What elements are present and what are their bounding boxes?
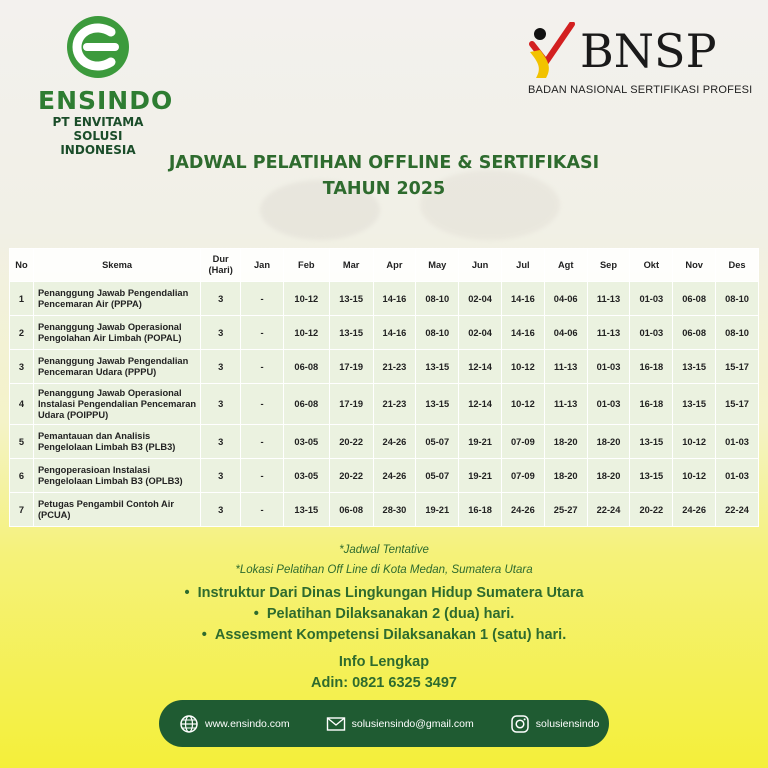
row-date: 16-18 — [630, 350, 673, 384]
header-month: Agt — [544, 249, 587, 282]
row-date: 17-19 — [329, 350, 373, 384]
row-skema: Pemantauan dan Analisis Pengelolaan Limbah B3 (PLB3) — [33, 425, 200, 459]
ensindo-logo — [38, 14, 174, 157]
row-date: 06-08 — [329, 493, 373, 527]
row-duration: 3 — [201, 425, 241, 459]
header-month: Apr — [373, 249, 416, 282]
row-date: 01-03 — [630, 316, 673, 350]
row-date: 14-16 — [501, 316, 544, 350]
header-month: May — [416, 249, 459, 282]
row-number: 2 — [10, 316, 34, 350]
email-text: solusiensindo@gmail.com — [351, 717, 474, 730]
row-date: 24-26 — [501, 493, 544, 527]
row-date: 20-22 — [329, 425, 373, 459]
table-row — [10, 384, 759, 425]
header-month: Okt — [630, 249, 673, 282]
row-date: 20-22 — [329, 459, 373, 493]
row-duration: 3 — [201, 282, 241, 316]
row-date: 19-21 — [459, 459, 502, 493]
bullet-item: • Instruktur Dari Dinas Lingkungan Hidup Sumatera Utara — [184, 585, 584, 601]
bnsp-logo — [528, 22, 753, 96]
row-date: 24-26 — [373, 459, 416, 493]
row-skema: Penanggung Jawab Pengendalian Pencemaran Air (PPPA) — [33, 282, 200, 316]
row-date: - — [241, 282, 284, 316]
bnsp-tagline: BADAN NASIONAL SERTIFIKASI PROFESI — [528, 84, 753, 96]
row-date: - — [241, 459, 284, 493]
table-row — [10, 425, 759, 459]
row-date: 13-15 — [329, 282, 373, 316]
schedule-table — [9, 248, 759, 527]
row-date: 12-14 — [459, 384, 502, 425]
row-date: 05-07 — [416, 425, 459, 459]
ensindo-logo-icon — [65, 14, 131, 80]
bullet-text: Assesment Kompetensi Dilaksanakan 1 (satu) hari. — [214, 627, 567, 643]
table-row — [10, 459, 759, 493]
row-date: 06-08 — [283, 350, 329, 384]
row-date: 13-15 — [416, 384, 459, 425]
row-date: 16-18 — [459, 493, 502, 527]
row-date: 03-05 — [283, 459, 329, 493]
row-date: 13-15 — [416, 350, 459, 384]
table-row — [10, 282, 759, 316]
row-date: 10-12 — [283, 316, 329, 350]
row-date: 13-15 — [630, 425, 673, 459]
note-tentative: *Jadwal Tentative — [339, 544, 429, 556]
row-date: 08-10 — [416, 282, 459, 316]
ensindo-company-line1: PT ENVITAMA — [52, 115, 144, 129]
bullet-text: Pelatihan Dilaksanakan 2 (dua) hari. — [266, 606, 515, 622]
row-date: 22-24 — [716, 493, 759, 527]
row-duration: 3 — [201, 350, 241, 384]
bullet-item: • Pelatihan Dilaksanakan 2 (dua) hari. — [253, 606, 515, 622]
header-duration: Dur (Hari) — [201, 249, 241, 282]
row-date: 24-26 — [673, 493, 716, 527]
note-location: *Lokasi Pelatihan Off Line di Kota Medan, Sumatera Utara — [235, 564, 533, 576]
row-number: 6 — [10, 459, 34, 493]
row-date: 06-08 — [673, 282, 716, 316]
header-month: Sep — [587, 249, 630, 282]
page-title — [0, 150, 768, 202]
row-date: 01-03 — [630, 282, 673, 316]
row-date: 25-27 — [544, 493, 587, 527]
contact-footer — [159, 700, 609, 747]
row-duration: 3 — [201, 384, 241, 425]
row-date: 22-24 — [587, 493, 630, 527]
header-month: Feb — [283, 249, 329, 282]
row-date: 04-06 — [544, 282, 587, 316]
title-line1: JADWAL PELATIHAN OFFLINE & SERTIFIKASI — [168, 153, 600, 173]
row-date: - — [241, 384, 284, 425]
row-date: 14-16 — [373, 282, 416, 316]
row-date: 18-20 — [587, 459, 630, 493]
row-skema: Penanggung Jawab Operasional Instalasi Pengendalian Pencemaran Udara (POIPPU) — [33, 384, 200, 425]
row-number: 4 — [10, 384, 34, 425]
row-date: 03-05 — [283, 425, 329, 459]
row-date: 18-20 — [544, 425, 587, 459]
row-number: 7 — [10, 493, 34, 527]
website-text: www.ensindo.com — [205, 717, 290, 730]
footer-website[interactable] — [179, 714, 290, 734]
row-date: 07-09 — [501, 425, 544, 459]
row-number: 5 — [10, 425, 34, 459]
info-contact[interactable]: Adin: 0821 6325 3497 — [311, 675, 457, 691]
info-title: Info Lengkap — [338, 654, 430, 670]
row-skema: Pengoperasioan Instalasi Pengelolaan Limbah B3 (OPLB3) — [33, 459, 200, 493]
row-date: 10-12 — [673, 425, 716, 459]
row-date: 01-03 — [587, 384, 630, 425]
row-date: 10-12 — [673, 459, 716, 493]
row-date: 01-03 — [587, 350, 630, 384]
row-date: 11-13 — [587, 316, 630, 350]
header-month: Jan — [241, 249, 284, 282]
row-number: 3 — [10, 350, 34, 384]
row-date: 18-20 — [544, 459, 587, 493]
row-date: 05-07 — [416, 459, 459, 493]
bnsp-name: BNSP — [580, 24, 717, 78]
row-date: 07-09 — [501, 459, 544, 493]
row-skema: Penanggung Jawab Pengendalian Pencemaran Udara (PPPU) — [33, 350, 200, 384]
bnsp-emblem-icon — [528, 22, 576, 80]
table-row — [10, 493, 759, 527]
header-month: Nov — [673, 249, 716, 282]
row-date: 08-10 — [716, 316, 759, 350]
row-date: - — [241, 493, 284, 527]
row-date: 11-13 — [544, 384, 587, 425]
row-duration: 3 — [201, 459, 241, 493]
header-month: Des — [716, 249, 759, 282]
bullet-item: • Assesment Kompetensi Dilaksanakan 1 (satu) hari. — [201, 627, 567, 643]
header-month: Jun — [459, 249, 502, 282]
header-month: Jul — [501, 249, 544, 282]
row-duration: 3 — [201, 493, 241, 527]
row-date: 19-21 — [416, 493, 459, 527]
row-date: 12-14 — [459, 350, 502, 384]
row-date: 24-26 — [373, 425, 416, 459]
row-date: 13-15 — [283, 493, 329, 527]
row-date: 08-10 — [416, 316, 459, 350]
row-date: 04-06 — [544, 316, 587, 350]
row-date: 17-19 — [329, 384, 373, 425]
row-date: 14-16 — [501, 282, 544, 316]
ensindo-brand: ENSINDO — [38, 86, 174, 115]
row-date: 14-16 — [373, 316, 416, 350]
row-date: 13-15 — [630, 459, 673, 493]
row-date: 10-12 — [501, 384, 544, 425]
table-header-row — [10, 249, 759, 282]
row-date: 21-23 — [373, 350, 416, 384]
title-line2: TAHUN 2025 — [322, 179, 446, 199]
row-date: 01-03 — [716, 459, 759, 493]
row-date: - — [241, 350, 284, 384]
row-skema: Penanggung Jawab Operasional Pengolahan Air Limbah (POPAL) — [33, 316, 200, 350]
row-date: 06-08 — [283, 384, 329, 425]
row-date: 10-12 — [283, 282, 329, 316]
footer-instagram[interactable] — [510, 714, 600, 734]
row-date: 11-13 — [587, 282, 630, 316]
bullet-text: Instruktur Dari Dinas Lingkungan Hidup Sumatera Utara — [197, 585, 584, 601]
row-date: 13-15 — [673, 384, 716, 425]
row-date: 21-23 — [373, 384, 416, 425]
footer-email[interactable] — [326, 714, 474, 734]
table-row — [10, 350, 759, 384]
instagram-text: solusiensindo — [535, 717, 600, 730]
header-skema: Skema — [33, 249, 200, 282]
ensindo-company-line2: SOLUSI INDONESIA — [60, 129, 136, 157]
table-row — [10, 316, 759, 350]
row-date: 18-20 — [587, 425, 630, 459]
row-duration: 3 — [201, 316, 241, 350]
row-date: 10-12 — [501, 350, 544, 384]
instagram-icon — [510, 714, 530, 734]
row-date: 11-13 — [544, 350, 587, 384]
row-date: 28-30 — [373, 493, 416, 527]
row-date: 15-17 — [716, 350, 759, 384]
row-skema: Petugas Pengambil Contoh Air (PCUA) — [33, 493, 200, 527]
row-date: - — [241, 425, 284, 459]
header-month: Mar — [329, 249, 373, 282]
row-date: - — [241, 316, 284, 350]
row-date: 08-10 — [716, 282, 759, 316]
row-date: 13-15 — [329, 316, 373, 350]
mail-icon — [326, 714, 346, 734]
globe-icon — [179, 714, 199, 734]
row-date: 19-21 — [459, 425, 502, 459]
row-date: 20-22 — [630, 493, 673, 527]
row-date: 16-18 — [630, 384, 673, 425]
row-date: 13-15 — [673, 350, 716, 384]
row-date: 01-03 — [716, 425, 759, 459]
row-date: 02-04 — [459, 316, 502, 350]
row-date: 06-08 — [673, 316, 716, 350]
row-number: 1 — [10, 282, 34, 316]
row-date: 02-04 — [459, 282, 502, 316]
row-date: 15-17 — [716, 384, 759, 425]
header-no: No — [10, 249, 34, 282]
